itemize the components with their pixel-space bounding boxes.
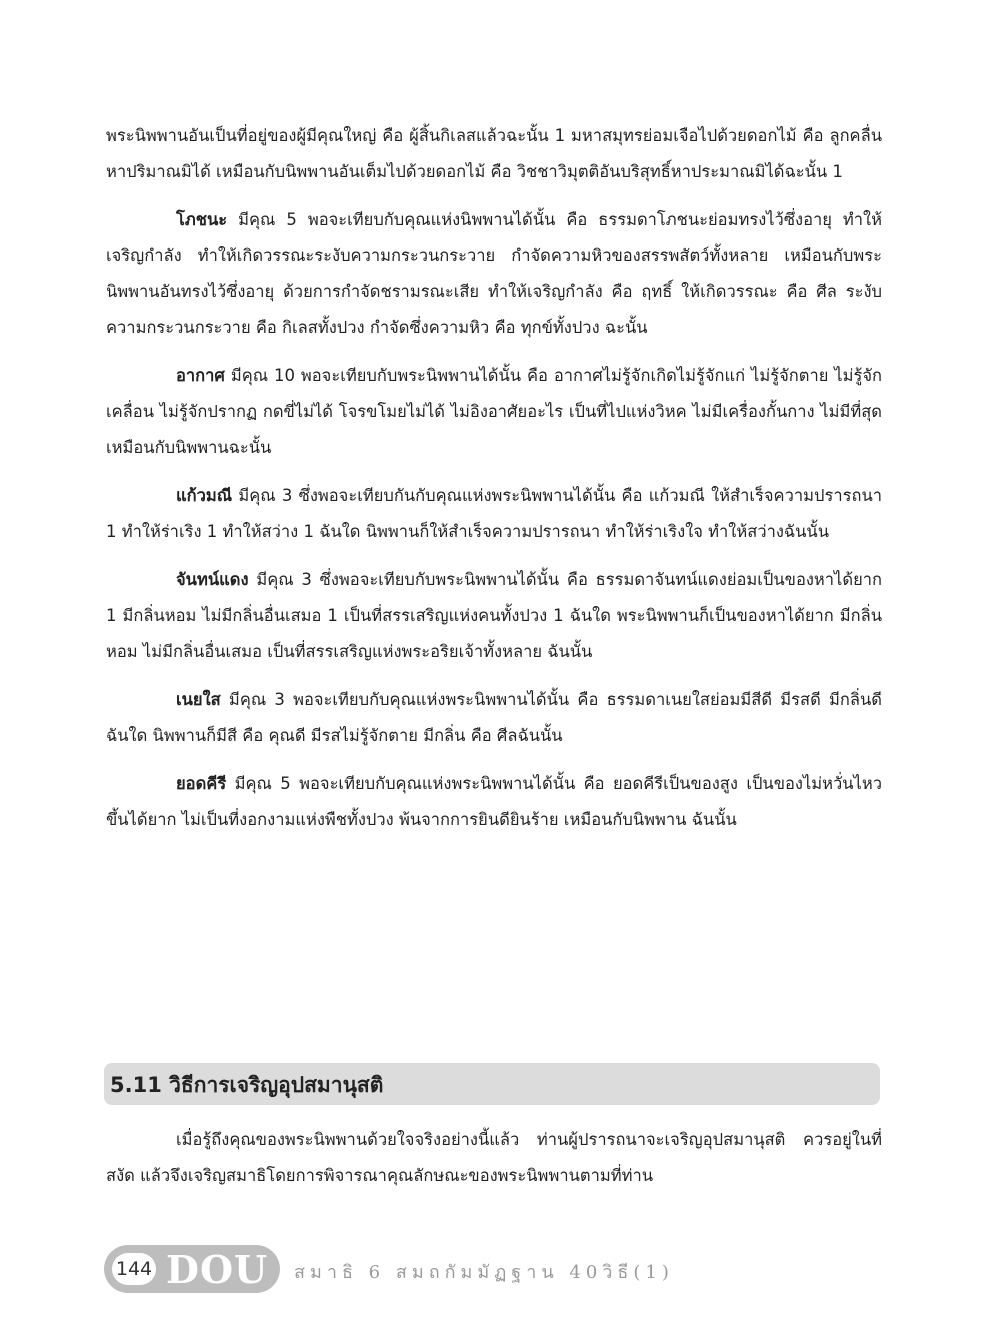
paragraph-text: มีคุณ 10 พอจะเทียบกับพระนิพพานได้นั้น คือ อากาศไม่รู้จักเกิดไม่รู้จักแก่ ไม่รู้จักตาย ไม่รู้จักเคลื่อน ไม่รู้จักปรากฏ กดขี่ไม่ได้ โจรขโมยไม่ได้ ไม่อิงอาศัยอะไร เป็นที่ไปแห่งวิหค ไม่มีเครื่องกั้นกาง ไม่มีที่สุด เหมือนกับนิพพานฉะนั้น xyxy=(106,366,882,457)
term-mountain-peak: ยอดคีรี xyxy=(176,774,227,793)
dou-logo: DOU xyxy=(166,1247,269,1292)
paragraph-text: มีคุณ 3 ซึ่งพอจะเทียบกันกับคุณแห่งพระนิพพานได้นั้น คือ แก้วมณี ให้สำเร็จความปรารถนา 1 ทำให้ร่าเริง 1 ทำให้สว่าง 1 ฉันใด นิพพานก็ให้สำเร็จความปรารถนา ทำให้ร่าเริงใจ ทำให้สว่างฉันนั้น xyxy=(106,486,882,541)
paragraph-ghee xyxy=(106,682,882,754)
page-badge xyxy=(104,1245,280,1293)
section-paragraph: เมื่อรู้ถึงคุณของพระนิพพานด้วยใจจริงอย่างนี้แล้ว ท่านผู้ปรารถนาจะเจริญอุปสมานุสติ ควรอยู่ในที่สงัด แล้วจึงเจริญสมาธิโดยการพิจารณาคุณลักษณะของพระนิพพานตามที่ท่าน xyxy=(106,1130,882,1185)
section-heading: 5.11 วิธีการเจริญอุปสมานุสติ xyxy=(110,1073,384,1097)
body-text xyxy=(106,118,882,850)
page-number: 144 xyxy=(112,1253,156,1285)
paragraph-intro xyxy=(106,118,882,190)
paragraph-sky xyxy=(106,358,882,466)
book-title: สมาธิ 6 สมถกัมมัฏฐาน 40วิธี(1) xyxy=(294,1262,674,1283)
paragraph-gem xyxy=(106,478,882,550)
paragraph-text: มีคุณ 3 ซึ่งพอจะเทียบกับพระนิพพานได้นั้น คือ ธรรมดาจันทน์แดงย่อมเป็นของหาได้ยาก 1 มีกลิ่นหอม ไม่มีกลิ่นอื่นเสมอ 1 เป็นที่สรรเสริญแห่งคนทั้งปวง 1 ฉันใด พระนิพพานก็เป็นของหาได้ยาก มีกลิ่นหอม ไม่มีกลิ่นอื่นเสมอ เป็นที่สรรเสริญแห่งพระอริยเจ้าทั้งหลาย ฉันนั้น xyxy=(106,570,882,661)
page-footer xyxy=(104,1245,904,1295)
paragraph-text: พระนิพพานอันเป็นที่อยู่ของผู้มีคุณใหญ่ คือ ผู้สิ้นกิเลสแล้วฉะนั้น 1 มหาสมุทรย่อมเจือไปด้วยดอกไม้ คือ ลูกคลื่นหาปริมาณมิได้ เหมือนกับนิพพานอันเต็มไปด้วยดอกไม้ คือ วิชชาวิมุตติอันบริสุทธิ์หาประมาณมิได้ฉะนั้น 1 xyxy=(106,126,882,181)
paragraph-text: มีคุณ 5 พอจะเทียบกับคุณแห่งพระนิพพานได้นั้น คือ ยอดคีรีเป็นของสูง เป็นของไม่หวั่นไหว ขึ้นได้ยาก ไม่เป็นที่งอกงามแห่งพืชทั้งปวง พ้นจากการยินดียินร้าย เหมือนกับนิพพาน ฉันนั้น xyxy=(106,774,882,829)
term-gem: แก้วมณี xyxy=(176,486,233,505)
paragraph-text: มีคุณ 3 พอจะเทียบกับคุณแห่งพระนิพพานได้นั้น คือ ธรรมดาเนยใสย่อมมีสีดี มีรสดี มีกลิ่นดี ฉันใด นิพพานก็มีสี คือ คุณดี มีรสไม่รู้จักตาย มีกลิ่น คือ ศีลฉันนั้น xyxy=(106,690,882,745)
paragraph-sandalwood xyxy=(106,562,882,670)
paragraph-mountain-peak xyxy=(106,766,882,838)
section-body xyxy=(106,1122,882,1206)
section-heading-bar xyxy=(104,1063,880,1105)
paragraph-text: มีคุณ 5 พอจะเทียบกับคุณแห่งนิพพานได้นั้น คือ ธรรมดาโภชนะย่อมทรงไว้ซึ่งอายุ ทำให้เจริญกำลัง ทำให้เกิดวรรณะระงับความกระวนกระวาย กำจัดความหิวของสรรพสัตว์ทั้งหลาย เหมือนกับพระนิพพานอันทรงไว้ซึ่งอายุ ด้วยการกำจัดชรามรณะเสีย ทำให้เจริญกำลัง คือ ฤทธิ์ ให้เกิดวรรณะ คือ ศีล ระงับความกระวนกระวาย คือ กิเลสทั้งปวง กำจัดซึ่งความหิว คือ ทุกข์ทั้งปวง ฉะนั้น xyxy=(106,210,882,337)
term-sandalwood: จันทน์แดง xyxy=(176,570,249,589)
paragraph-food xyxy=(106,202,882,346)
term-food: โภชนะ xyxy=(176,210,228,229)
term-ghee: เนยใส xyxy=(176,690,221,709)
term-sky: อากาศ xyxy=(176,366,225,385)
